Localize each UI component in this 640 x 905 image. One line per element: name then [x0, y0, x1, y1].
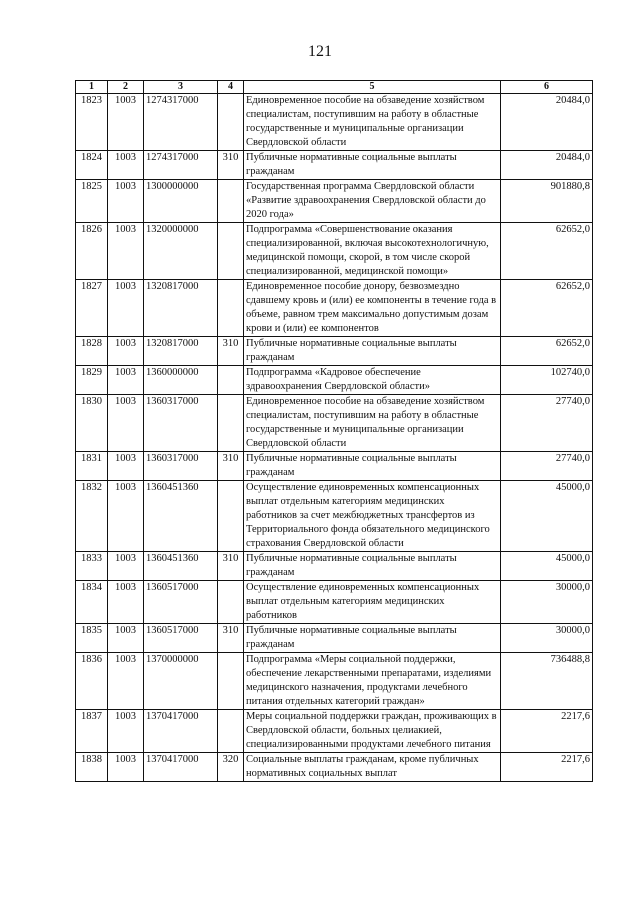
amount-cell: 20484,0: [501, 151, 593, 180]
target-code-cell: 1274317000: [144, 151, 218, 180]
table-row: [76, 151, 593, 180]
target-code-cell: 1360000000: [144, 366, 218, 395]
item-name-cell: Подпрограмма «Меры социальной поддержки, обеспечение лекарственными препаратами, изделиями медицинского назначения, продуктами лечебного питания отдельных категорий граждан»: [244, 653, 501, 710]
expense-type-cell: [218, 395, 244, 452]
target-code-cell: 1360451360: [144, 481, 218, 552]
target-code-cell: 1360517000: [144, 581, 218, 624]
row-number-cell: 1833: [76, 552, 108, 581]
section-code-cell: 1003: [108, 395, 144, 452]
row-number-cell: 1838: [76, 753, 108, 782]
section-code-cell: 1003: [108, 180, 144, 223]
expense-type-cell: [218, 366, 244, 395]
header-col-2: 2: [108, 81, 144, 94]
section-code-cell: 1003: [108, 581, 144, 624]
expense-type-cell: [218, 94, 244, 151]
table-row: [76, 710, 593, 753]
item-name-cell: Единовременное пособие на обзаведение хозяйством специалистам, поступившим на работу в областные государственные и муниципальные организации Свердловской области: [244, 395, 501, 452]
row-number-cell: 1835: [76, 624, 108, 653]
expense-type-cell: 310: [218, 624, 244, 653]
amount-cell: 62652,0: [501, 337, 593, 366]
target-code-cell: 1320817000: [144, 280, 218, 337]
target-code-cell: 1274317000: [144, 94, 218, 151]
row-number-cell: 1827: [76, 280, 108, 337]
row-number-cell: 1830: [76, 395, 108, 452]
item-name-cell: Меры социальной поддержки граждан, проживающих в Свердловской области, больных целиакией, специализированными продуктами лечебного питания: [244, 710, 501, 753]
table-row: [76, 653, 593, 710]
target-code-cell: 1320817000: [144, 337, 218, 366]
page-number: 121: [308, 43, 332, 60]
amount-cell: 62652,0: [501, 223, 593, 280]
amount-cell: 102740,0: [501, 366, 593, 395]
row-number-cell: 1823: [76, 94, 108, 151]
row-number-cell: 1825: [76, 180, 108, 223]
amount-cell: 20484,0: [501, 94, 593, 151]
expense-type-cell: 310: [218, 452, 244, 481]
row-number-cell: 1829: [76, 366, 108, 395]
expense-type-cell: [218, 653, 244, 710]
header-col-4: 4: [218, 81, 244, 94]
section-code-cell: 1003: [108, 366, 144, 395]
expense-type-cell: [218, 280, 244, 337]
table-row: [76, 180, 593, 223]
item-name-cell: Подпрограмма «Кадровое обеспечение здравоохранения Свердловской области»: [244, 366, 501, 395]
row-number-cell: 1832: [76, 481, 108, 552]
amount-cell: 27740,0: [501, 395, 593, 452]
budget-table: [75, 80, 593, 782]
amount-cell: 30000,0: [501, 624, 593, 653]
table-row: [76, 366, 593, 395]
expense-type-cell: [218, 710, 244, 753]
table-row: [76, 481, 593, 552]
table-row: [76, 753, 593, 782]
amount-cell: 30000,0: [501, 581, 593, 624]
target-code-cell: 1300000000: [144, 180, 218, 223]
item-name-cell: Единовременное пособие донору, безвозмездно сдавшему кровь и (или) ее компоненты в течение года в объеме, равном трем максимально допустимым дозам крови и (или) ее компонентов: [244, 280, 501, 337]
amount-cell: 27740,0: [501, 452, 593, 481]
target-code-cell: 1370417000: [144, 710, 218, 753]
section-code-cell: 1003: [108, 552, 144, 581]
item-name-cell: Публичные нормативные социальные выплаты гражданам: [244, 624, 501, 653]
header-col-6: 6: [501, 81, 593, 94]
item-name-cell: Публичные нормативные социальные выплаты гражданам: [244, 452, 501, 481]
expense-type-cell: 310: [218, 552, 244, 581]
table-header-row: [76, 81, 593, 94]
item-name-cell: Осуществление единовременных компенсационных выплат отдельным категориям медицинских работников: [244, 581, 501, 624]
expense-type-cell: [218, 223, 244, 280]
amount-cell: 62652,0: [501, 280, 593, 337]
expense-type-cell: [218, 481, 244, 552]
target-code-cell: 1370000000: [144, 653, 218, 710]
section-code-cell: 1003: [108, 624, 144, 653]
item-name-cell: Социальные выплаты гражданам, кроме публичных нормативных социальных выплат: [244, 753, 501, 782]
amount-cell: 2217,6: [501, 710, 593, 753]
item-name-cell: Единовременное пособие на обзаведение хозяйством специалистам, поступившим на работу в областные государственные и муниципальные организации Свердловской области: [244, 94, 501, 151]
table-row: [76, 337, 593, 366]
header-col-1: 1: [76, 81, 108, 94]
table-row: [76, 552, 593, 581]
row-number-cell: 1837: [76, 710, 108, 753]
table-row: [76, 581, 593, 624]
target-code-cell: 1370417000: [144, 753, 218, 782]
section-code-cell: 1003: [108, 223, 144, 280]
row-number-cell: 1828: [76, 337, 108, 366]
section-code-cell: 1003: [108, 753, 144, 782]
amount-cell: 736488,8: [501, 653, 593, 710]
expense-type-cell: 310: [218, 151, 244, 180]
row-number-cell: 1831: [76, 452, 108, 481]
table-body: [76, 94, 593, 782]
row-number-cell: 1834: [76, 581, 108, 624]
section-code-cell: 1003: [108, 151, 144, 180]
amount-cell: 45000,0: [501, 552, 593, 581]
header-col-3: 3: [144, 81, 218, 94]
target-code-cell: 1360517000: [144, 624, 218, 653]
target-code-cell: 1360317000: [144, 395, 218, 452]
row-number-cell: 1824: [76, 151, 108, 180]
target-code-cell: 1320000000: [144, 223, 218, 280]
table-row: [76, 94, 593, 151]
section-code-cell: 1003: [108, 710, 144, 753]
section-code-cell: 1003: [108, 94, 144, 151]
table-row: [76, 223, 593, 280]
table-row: [76, 280, 593, 337]
section-code-cell: 1003: [108, 481, 144, 552]
expense-type-cell: 320: [218, 753, 244, 782]
expense-type-cell: 310: [218, 337, 244, 366]
table-row: [76, 624, 593, 653]
item-name-cell: Подпрограмма «Совершенствование оказания специализированной, включая высокотехнологичную, медицинской помощи, скорой, в том числе скорой специализированной, медицинской помощи»: [244, 223, 501, 280]
target-code-cell: 1360451360: [144, 552, 218, 581]
header-col-5: 5: [244, 81, 501, 94]
section-code-cell: 1003: [108, 337, 144, 366]
target-code-cell: 1360317000: [144, 452, 218, 481]
table-row: [76, 395, 593, 452]
row-number-cell: 1836: [76, 653, 108, 710]
row-number-cell: 1826: [76, 223, 108, 280]
section-code-cell: 1003: [108, 653, 144, 710]
table-row: [76, 452, 593, 481]
amount-cell: 2217,6: [501, 753, 593, 782]
item-name-cell: Государственная программа Свердловской области «Развитие здравоохранения Свердловской области до 2020 года»: [244, 180, 501, 223]
item-name-cell: Публичные нормативные социальные выплаты гражданам: [244, 552, 501, 581]
item-name-cell: Публичные нормативные социальные выплаты гражданам: [244, 151, 501, 180]
amount-cell: 45000,0: [501, 481, 593, 552]
amount-cell: 901880,8: [501, 180, 593, 223]
section-code-cell: 1003: [108, 452, 144, 481]
item-name-cell: Осуществление единовременных компенсационных выплат отдельным категориям медицинских работников за счет межбюджетных трансфертов из Территориального фонда обязательного медицинского страхования Свердловской области: [244, 481, 501, 552]
item-name-cell: Публичные нормативные социальные выплаты гражданам: [244, 337, 501, 366]
expense-type-cell: [218, 180, 244, 223]
section-code-cell: 1003: [108, 280, 144, 337]
expense-type-cell: [218, 581, 244, 624]
